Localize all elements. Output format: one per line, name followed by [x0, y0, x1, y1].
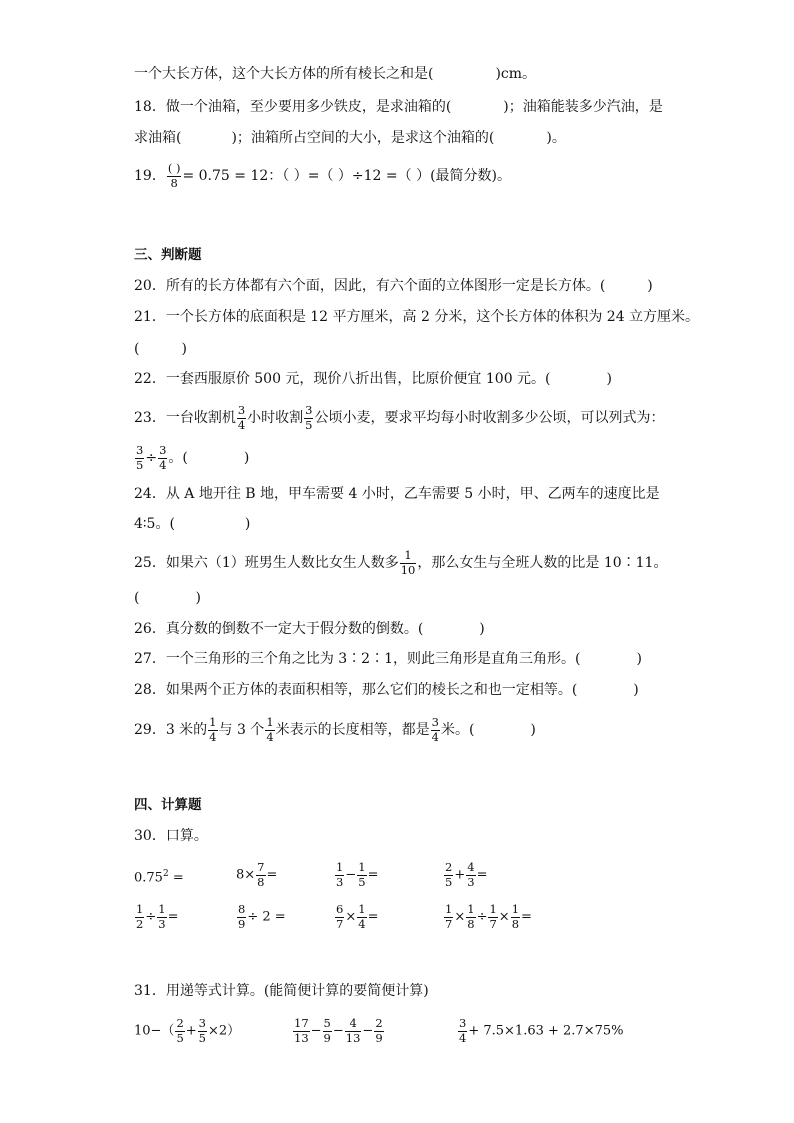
- fraction: $\frac{1}{2}$: [136, 902, 144, 931]
- step-calc-1: 10−（ $\frac{2}{5}$ + $\frac{3}{5}$ ×2）: [134, 1016, 241, 1045]
- fraction: $\frac{3}{4}$: [459, 1016, 467, 1045]
- fraction: $\frac{3}{4}$: [159, 443, 167, 472]
- section-heading-calculation: 四、计算题: [134, 797, 202, 813]
- fraction: $\frac{6}{7}$: [336, 902, 344, 931]
- question-30-title: 30．口算。: [134, 828, 208, 844]
- fraction: $\frac{1}{10}$: [400, 548, 416, 577]
- question-25-answer[interactable]: ( ): [134, 590, 201, 606]
- question-20: 20．所有的长方体都有六个面，因此，有六个面的立体图形一定是长方体。( ): [134, 278, 653, 294]
- question-25: 25．如果六（1）班男生人数比女生人数多 $\frac{1}{10}$ ，那么女生与全班人数的比是 10∶11。: [134, 548, 668, 577]
- fraction: $\frac{4}{3}$: [467, 860, 475, 889]
- fraction: $\frac{17}{13}$: [294, 1016, 309, 1045]
- question-24-line-2: 4∶5。( ): [134, 516, 251, 532]
- question-21: 21．一个长方体的底面积是 12 平方厘米，高 2 分米，这个长方体的体积为 24 立方厘米。: [134, 309, 700, 325]
- fraction: $\frac{2}{5}$: [445, 860, 453, 889]
- fraction: $\frac{1}{3}$: [336, 860, 344, 889]
- fraction: $\frac{1}{5}$: [358, 860, 366, 889]
- question-24: 24．从 A 地开往 B 地，甲车需要 4 小时，乙车需要 5 小时，甲、乙两车的速度比是: [134, 486, 660, 502]
- fraction: $\frac{1}{4}$: [358, 902, 366, 931]
- fraction: $\frac{3}{5}$: [198, 1016, 206, 1045]
- fraction: $\frac{1}{7}$: [445, 902, 453, 931]
- question-22: 22．一套西服原价 500 元，现价八折出售，比原价便宜 100 元。( ): [134, 371, 612, 387]
- fraction: $\frac{2}{5}$: [176, 1016, 184, 1045]
- fraction: $\frac{1}{7}$: [489, 902, 497, 931]
- fraction: $\frac{7}{8}$: [257, 860, 265, 889]
- question-17-continuation: 一个大长方体，这个大长方体的所有棱长之和是( )cm。: [134, 66, 537, 82]
- fraction: $\frac{8}{9}$: [238, 902, 246, 931]
- fraction: $\frac{1}{4}$: [209, 715, 217, 744]
- oral-calc-7: $\frac{6}{7}$ × $\frac{1}{4}$ =: [336, 902, 379, 931]
- fraction: $\frac{2}{9}$: [375, 1016, 383, 1045]
- fraction: $\frac{3}{4}$: [237, 403, 246, 432]
- fraction: $\frac{1}{8}$: [511, 902, 520, 931]
- question-23-line-2: $\frac{3}{5}$ ÷ $\frac{3}{4}$ 。( ): [136, 443, 250, 472]
- oral-calc-1: $0.75^2$ =: [134, 869, 184, 886]
- oral-calc-3: $\frac{1}{3}$ − $\frac{1}{5}$ =: [336, 860, 379, 889]
- fraction: $\frac{5}{9}$: [323, 1016, 331, 1045]
- question-23-line-1: 23．一台收割机 $\frac{3}{4}$ 小时收割 $\frac{3}{5}$ 公顷小麦，要求平均每小时收割多少公顷，可以列式为：: [134, 403, 665, 432]
- fraction: $\frac{1}{8}$: [467, 902, 475, 931]
- oral-calc-2: 8× $\frac{7}{8}$ =: [236, 860, 278, 889]
- oral-calc-4: $\frac{2}{5}$ + $\frac{4}{3}$ =: [445, 860, 488, 889]
- fraction: ( ) 8: [167, 161, 181, 190]
- oral-calc-6: $\frac{8}{9}$ ÷ 2 =: [238, 902, 286, 931]
- question-31-title: 31．用递等式计算。(能简便计算的要简便计算): [134, 983, 429, 999]
- fraction: $\frac{3}{4}$: [431, 715, 439, 744]
- question-27: 27．一个三角形的三个角之比为 3∶2∶1，则此三角形是直角三角形。( ): [134, 651, 642, 667]
- fraction: $\frac{3}{5}$: [136, 443, 144, 472]
- oral-calc-5: $\frac{1}{2}$ ÷ $\frac{1}{3}$ =: [136, 902, 179, 931]
- question-28: 28．如果两个正方体的表面积相等，那么它们的棱长之和也一定相等。( ): [134, 682, 639, 698]
- section-heading-judgement: 三、判断题: [134, 247, 202, 263]
- fraction: $\frac{1}{4}$: [266, 715, 274, 744]
- step-calc-3: $\frac{3}{4}$ + 7.5×1.63 + 2.7×75%: [459, 1016, 624, 1045]
- question-21-answer[interactable]: ( ): [134, 341, 187, 357]
- fraction: $\frac{1}{3}$: [158, 902, 166, 931]
- question-18-line-2: 求油箱( )；油箱所占空间的大小，是求这个油箱的( )。: [134, 130, 566, 146]
- question-29: 29．3 米的 $\frac{1}{4}$ 与 3 个 $\frac{1}{4}$ 米表示的长度相等，都是 $\frac{3}{4}$ 米。( ): [134, 715, 536, 744]
- question-19: 19． ( ) 8 = 0.75 = 12：（ ）=（ ）÷12 =（ ）(最简分数)。: [134, 161, 511, 190]
- step-calc-2: $\frac{17}{13}$ − $\frac{5}{9}$ − $\frac{4}{13}$ − $\frac{2}{9}$: [294, 1016, 383, 1045]
- oral-calc-8: $\frac{1}{7}$ × $\frac{1}{8}$ ÷ $\frac{1}{7}$ × $\frac{1}{8}$ =: [445, 902, 532, 931]
- fraction: $\frac{3}{5}$: [305, 403, 313, 432]
- fraction: $\frac{4}{13}$: [345, 1016, 361, 1045]
- question-18-line-1: 18．做一个油箱，至少要用多少铁皮，是求油箱的( )；油箱能装多少汽油，是: [134, 99, 663, 115]
- question-26: 26．真分数的倒数不一定大于假分数的倒数。( ): [134, 621, 485, 637]
